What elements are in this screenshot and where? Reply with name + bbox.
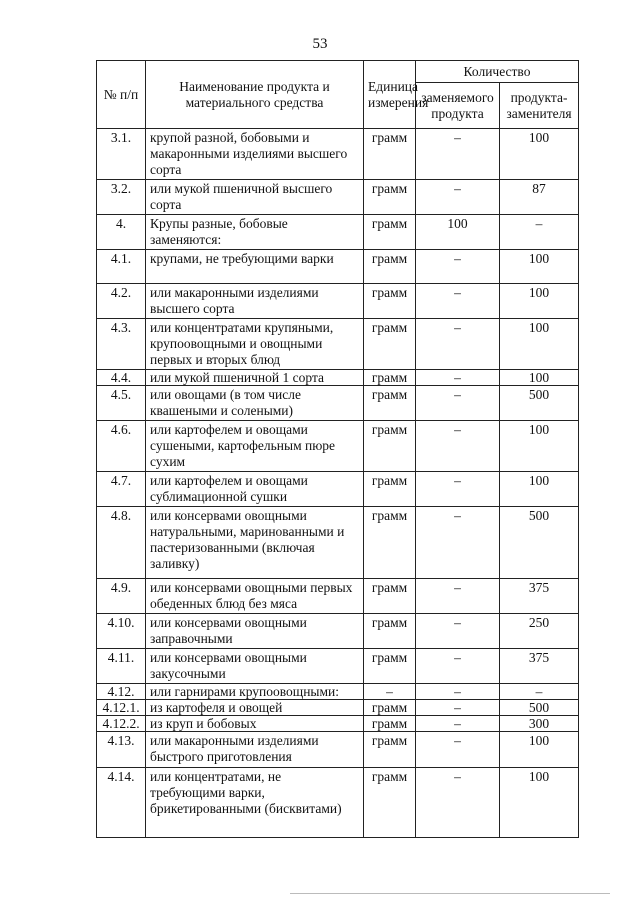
row-num: 4.5. — [97, 386, 146, 421]
row-substitute: 250 — [500, 614, 579, 649]
table-row — [97, 716, 579, 732]
row-unit: грамм — [364, 180, 416, 215]
row-num: 3.2. — [97, 180, 146, 215]
row-substitute: 100 — [500, 768, 579, 838]
table-row — [97, 370, 579, 386]
row-num: 4.13. — [97, 732, 146, 768]
row-unit: грамм — [364, 732, 416, 768]
row-num: 4.14. — [97, 768, 146, 838]
row-unit: грамм — [364, 386, 416, 421]
row-substitute: 500 — [500, 386, 579, 421]
table-row — [97, 579, 579, 614]
row-name: из картофеля и овощей — [146, 700, 364, 716]
table-row — [97, 319, 579, 370]
header-quantity: Количество — [416, 61, 579, 83]
row-name: или консервами овощными натуральными, маринованными и пастеризованными (включая заливку) — [146, 507, 364, 579]
row-num: 4.9. — [97, 579, 146, 614]
row-substitute: 100 — [500, 129, 579, 180]
row-name: или картофелем и овощами сублимационной сушки — [146, 472, 364, 507]
row-replaced: – — [416, 649, 500, 684]
header-name: Наименование продукта и материального средства — [146, 61, 364, 129]
table-row — [97, 614, 579, 649]
row-num: 4.12.1. — [97, 700, 146, 716]
table-row — [97, 215, 579, 250]
table-row — [97, 421, 579, 472]
row-substitute: 87 — [500, 180, 579, 215]
row-unit: грамм — [364, 700, 416, 716]
table-row — [97, 684, 579, 700]
row-unit: грамм — [364, 250, 416, 284]
row-name: или макаронными изделиями быстрого приготовления — [146, 732, 364, 768]
row-num: 4.2. — [97, 284, 146, 319]
bottom-divider — [290, 893, 610, 894]
row-unit: грамм — [364, 129, 416, 180]
row-name: или овощами (в том числе квашеными и солеными) — [146, 386, 364, 421]
row-substitute: 375 — [500, 579, 579, 614]
row-replaced: – — [416, 129, 500, 180]
row-unit: – — [364, 684, 416, 700]
row-replaced: – — [416, 386, 500, 421]
table-row — [97, 180, 579, 215]
table-row — [97, 250, 579, 284]
row-substitute: 500 — [500, 507, 579, 579]
row-unit: грамм — [364, 421, 416, 472]
row-replaced: – — [416, 370, 500, 386]
table-row — [97, 732, 579, 768]
row-replaced: – — [416, 319, 500, 370]
row-substitute: 100 — [500, 421, 579, 472]
row-substitute: 100 — [500, 472, 579, 507]
row-name: крупой разной, бобовыми и макаронными изделиями высшего сорта — [146, 129, 364, 180]
table-row — [97, 768, 579, 838]
row-replaced: – — [416, 614, 500, 649]
row-replaced: – — [416, 684, 500, 700]
row-replaced: – — [416, 180, 500, 215]
row-replaced: – — [416, 250, 500, 284]
table-row — [97, 386, 579, 421]
table-row — [97, 700, 579, 716]
row-num: 4.11. — [97, 649, 146, 684]
row-unit: грамм — [364, 579, 416, 614]
row-replaced: – — [416, 284, 500, 319]
row-replaced: – — [416, 579, 500, 614]
row-unit: грамм — [364, 472, 416, 507]
row-num: 4.7. — [97, 472, 146, 507]
row-name: из круп и бобовых — [146, 716, 364, 732]
row-substitute: – — [500, 215, 579, 250]
row-unit: грамм — [364, 370, 416, 386]
page-number: 53 — [312, 36, 328, 52]
row-substitute: 375 — [500, 649, 579, 684]
row-replaced: – — [416, 507, 500, 579]
row-unit: грамм — [364, 319, 416, 370]
row-replaced: – — [416, 732, 500, 768]
row-unit: грамм — [364, 768, 416, 838]
row-replaced: – — [416, 768, 500, 838]
row-substitute: 100 — [500, 319, 579, 370]
row-replaced: 100 — [416, 215, 500, 250]
row-unit: грамм — [364, 614, 416, 649]
row-unit: грамм — [364, 716, 416, 732]
row-substitute: 100 — [500, 370, 579, 386]
row-num: 4.12. — [97, 684, 146, 700]
row-num: 3.1. — [97, 129, 146, 180]
row-num: 4.1. — [97, 250, 146, 284]
row-num: 4.12.2. — [97, 716, 146, 732]
row-replaced: – — [416, 421, 500, 472]
row-substitute: 100 — [500, 284, 579, 319]
row-name: или консервами овощными заправочными — [146, 614, 364, 649]
table-row — [97, 472, 579, 507]
header-substitute: продукта-заменителя — [500, 83, 579, 129]
table-row — [97, 129, 579, 180]
row-num: 4.4. — [97, 370, 146, 386]
table-row — [97, 507, 579, 579]
row-substitute: – — [500, 684, 579, 700]
row-unit: грамм — [364, 507, 416, 579]
row-name: или гарнирами крупоовощными: — [146, 684, 364, 700]
substitution-table — [96, 60, 579, 838]
row-num: 4.8. — [97, 507, 146, 579]
header-replaced: заменяемого продукта — [416, 83, 500, 129]
row-substitute: 300 — [500, 716, 579, 732]
row-name: или мукой пшеничной высшего сорта — [146, 180, 364, 215]
row-replaced: – — [416, 700, 500, 716]
row-num: 4.6. — [97, 421, 146, 472]
header-unit: Единица измерения — [364, 61, 416, 129]
row-substitute: 500 — [500, 700, 579, 716]
row-name: или макаронными изделиями высшего сорта — [146, 284, 364, 319]
row-substitute: 100 — [500, 250, 579, 284]
row-name: или консервами овощными закусочными — [146, 649, 364, 684]
table-row — [97, 284, 579, 319]
row-name: или картофелем и овощами сушеными, картофельным пюре сухим — [146, 421, 364, 472]
row-num: 4.3. — [97, 319, 146, 370]
row-replaced: – — [416, 716, 500, 732]
row-num: 4. — [97, 215, 146, 250]
row-replaced: – — [416, 472, 500, 507]
row-name: или концентратами, не требующими варки, брикетированными (бисквитами) — [146, 768, 364, 838]
row-num: 4.10. — [97, 614, 146, 649]
header-num: № п/п — [97, 61, 146, 129]
row-unit: грамм — [364, 284, 416, 319]
row-substitute: 100 — [500, 732, 579, 768]
row-name: или концентратами крупяными, крупоовощными и овощными первых и вторых блюд — [146, 319, 364, 370]
table-row — [97, 649, 579, 684]
row-name: Крупы разные, бобовые заменяются: — [146, 215, 364, 250]
row-name: или консервами овощными первых обеденных блюд без мяса — [146, 579, 364, 614]
row-unit: грамм — [364, 649, 416, 684]
row-unit: грамм — [364, 215, 416, 250]
row-name: или мукой пшеничной 1 сорта — [146, 370, 364, 386]
row-name: крупами, не требующими варки — [146, 250, 364, 284]
